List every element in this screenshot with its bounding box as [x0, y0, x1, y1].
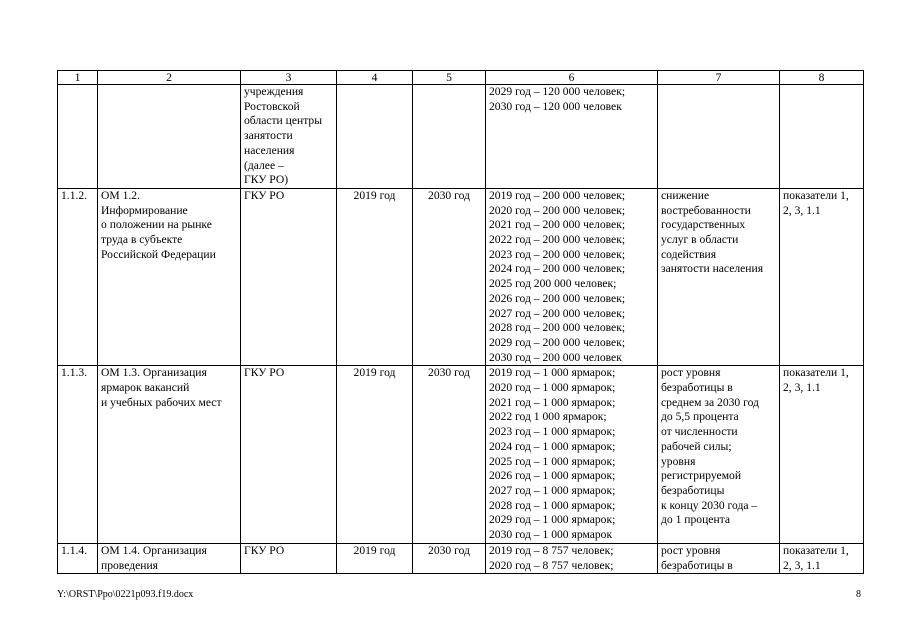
col-header-3: 3: [241, 71, 337, 85]
start-year: 2019 год: [337, 366, 413, 543]
executor: ГКУ РО: [241, 543, 337, 573]
page-number: 8: [856, 589, 861, 600]
col-header-7: 7: [658, 71, 780, 85]
planned-values: 2029 год – 120 000 человек; 2030 год – 120 000 человек: [486, 85, 658, 189]
start-year: 2019 год: [337, 543, 413, 573]
table-row: [58, 188, 864, 365]
executor: ГКУ РО: [241, 366, 337, 543]
end-year: 2030 год: [413, 366, 486, 543]
linked-indicators: [780, 85, 864, 189]
col-header-5: 5: [413, 71, 486, 85]
planned-values: 2019 год – 200 000 человек; 2020 год – 200 000 человек; 2021 год – 200 000 человек; 2022 год – 200 000 человек; 2023 год – 200 000 человек; 2024 год – 200 000 человек; 2025 год 200 000 человек; 2026 год – 200 000 человек; 2027 год – 200 000 человек; 2028 год – 200 000 человек; 2029 год – 200 000 человек; 2030 год – 200 000 человек: [486, 188, 658, 365]
linked-indicators: показатели 1, 2, 3, 1.1: [780, 188, 864, 365]
col-header-4: 4: [337, 71, 413, 85]
measure-name: ОМ 1.2. Информирование о положении на рынке труда в субъекте Российской Федерации: [98, 188, 241, 365]
footer-file-path: Y:\ORST\Ppo\0221p093.f19.docx: [57, 589, 194, 600]
row-number: 1.1.3.: [58, 366, 98, 543]
end-year: 2030 год: [413, 543, 486, 573]
table-row: [58, 543, 864, 573]
expected-result: [658, 85, 780, 189]
start-year: 2019 год: [337, 188, 413, 365]
table-row: [58, 85, 864, 189]
measure-name: ОМ 1.3. Организация ярмарок вакансий и учебных рабочих мест: [98, 366, 241, 543]
start-year: [337, 85, 413, 189]
planned-values: 2019 год – 8 757 человек; 2020 год – 8 757 человек;: [486, 543, 658, 573]
executor: ГКУ РО: [241, 188, 337, 365]
linked-indicators: показатели 1, 2, 3, 1.1: [780, 543, 864, 573]
col-header-8: 8: [780, 71, 864, 85]
linked-indicators: показатели 1, 2, 3, 1.1: [780, 366, 864, 543]
end-year: [413, 85, 486, 189]
header-row: [58, 71, 864, 85]
col-header-6: 6: [486, 71, 658, 85]
col-header-2: 2: [98, 71, 241, 85]
col-header-1: 1: [58, 71, 98, 85]
row-number: 1.1.2.: [58, 188, 98, 365]
expected-result: рост уровня безработицы в среднем за 2030 год до 5,5 процента от численности рабочей силы; уровня регистрируемой безработицы к концу 2030 года – до 1 процента: [658, 366, 780, 543]
table-row: [58, 366, 864, 543]
row-number: 1.1.4.: [58, 543, 98, 573]
row-number: [58, 85, 98, 189]
measure-name: ОМ 1.4. Организация проведения: [98, 543, 241, 573]
measures-table: [57, 70, 864, 574]
expected-result: снижение востребованности государственных услуг в области содействия занятости населения: [658, 188, 780, 365]
planned-values: 2019 год – 1 000 ярмарок; 2020 год – 1 000 ярмарок; 2021 год – 1 000 ярмарок; 2022 год 1 000 ярмарок; 2023 год – 1 000 ярмарок; 2024 год – 1 000 ярмарок; 2025 год – 1 000 ярмарок; 2026 год – 1 000 ярмарок; 2027 год – 1 000 ярмарок; 2028 год – 1 000 ярмарок; 2029 год – 1 000 ярмарок; 2030 год – 1 000 ярмарок: [486, 366, 658, 543]
measure-name: [98, 85, 241, 189]
expected-result: рост уровня безработицы в: [658, 543, 780, 573]
end-year: 2030 год: [413, 188, 486, 365]
executor: учреждения Ростовской области центры занятости населения (далее – ГКУ РО): [241, 85, 337, 189]
